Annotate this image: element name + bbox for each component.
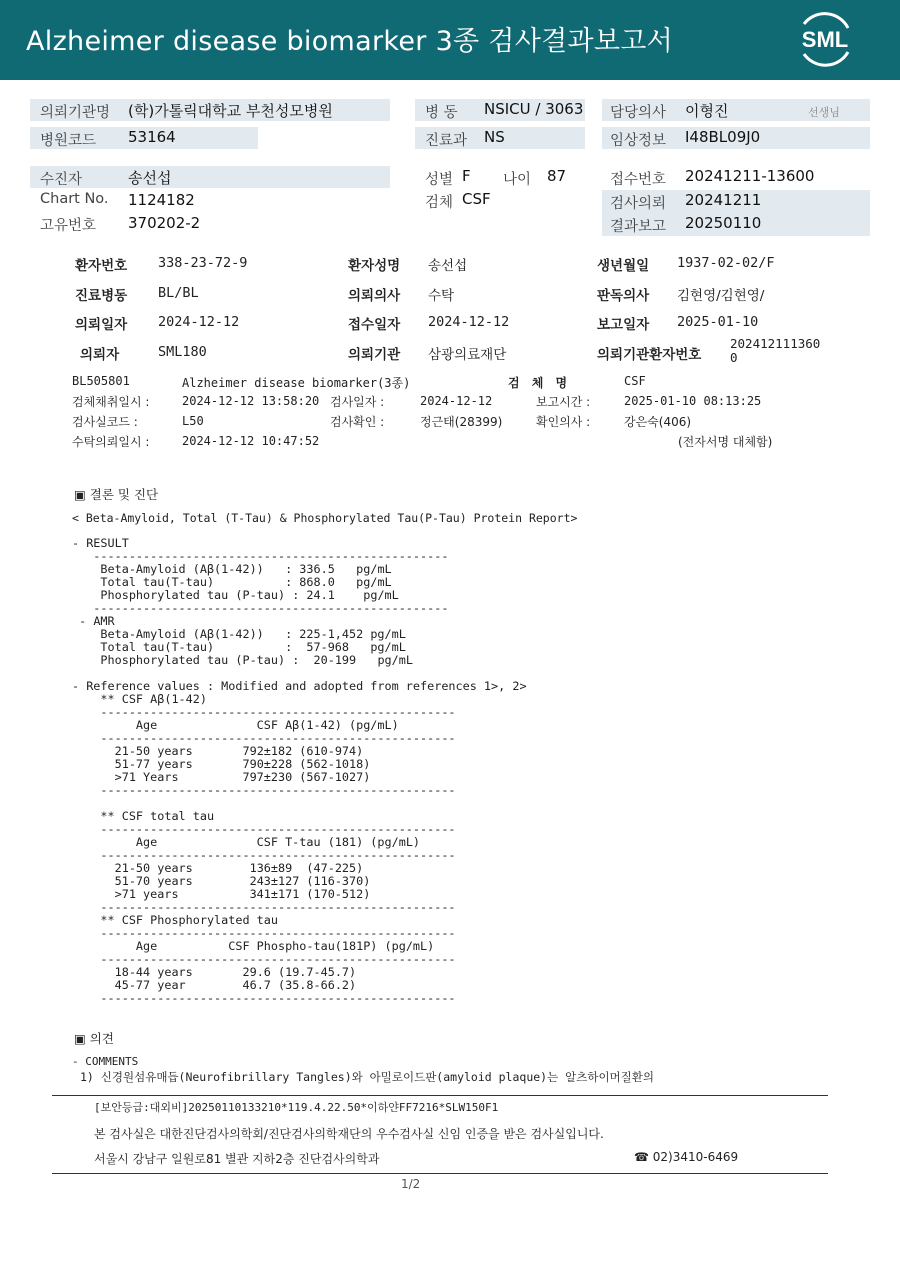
rcv-date-label: 접수일자 [348,317,401,333]
ref-col-value: CSF Aβ(1-42) (pg/mL) [256,718,399,732]
pid-label: 환자번호 [75,258,128,274]
rpt-date-label: 보고일자 [597,317,650,333]
institution-value: (학)가톨릭대학교 부천성모병원 [128,102,333,120]
req-inst-label: 의뢰기관 [348,347,401,363]
sex-value: F [462,167,471,185]
ref-age: >71 Years [114,770,179,784]
result-label: - RESULT [72,536,129,550]
ward-value: NSICU / 3063 [484,100,584,118]
ward-table-value: BL/BL [158,285,199,301]
amr-label: - AMR [79,614,115,628]
report-time-label: 보고시간 : [536,395,591,409]
ref-age: 21-50 years [114,861,193,875]
hospital-code-label: 병원코드 [40,133,97,149]
report-title: Alzheimer disease biomarker 3종 검사결과보고서 [26,26,673,57]
logo-text: SML [801,27,849,52]
dob-label: 생년월일 [597,258,650,274]
accept-value: 2024-12-12 10:47:52 [182,434,320,448]
ref-col-age: Age [135,835,158,849]
result-value: 24.1 [306,588,350,602]
result-name: Phosphorylated tau (P-tau) [100,588,286,602]
uid-value: 370202-2 [128,214,201,232]
rcv-date-value: 2024-12-12 [428,314,510,330]
amr-name: Phosphorylated tau (P-tau) [100,653,286,667]
result-unit: pg/mL [356,562,392,576]
specimen-value: CSF [462,190,491,208]
request-label: 검사의뢰 [610,196,667,212]
confirm-doctor-value: 강은숙(406) [624,415,692,429]
req-date-value: 2024-12-12 [158,314,240,330]
accept-label: 수탁의뢰일시 : [72,435,150,449]
security-line: [보안등급:대외비]20250110133210*119.4.22.50*이하얀FF7216*SLW150F1 [94,1101,499,1114]
ref-abeta-title: ** CSF Aβ(1-42) [100,692,207,706]
footer-top-divider [52,1095,828,1096]
inst-pid-label: 의뢰기관환자번호 [597,347,702,363]
confirm-value: 정근태(28399) [420,415,503,429]
ref-col-value: CSF T-tau (181) (pg/mL) [256,835,421,849]
phone-text: ☎ 02)3410-6469 [634,1150,739,1164]
amr-range: 20-199 [306,653,371,667]
req-inst-value: 삼광의료재단 [428,347,507,363]
chart-no-label: Chart No. [40,191,109,207]
ref-value: 46.7 (35.8-66.2) [242,978,357,992]
amr-range: 225-1,452 [299,627,364,641]
result-value: 336.5 [299,562,342,576]
confirm-doctor-label: 확인의사 : [536,415,591,429]
clinical-value: I48BL09J0 [685,128,761,146]
patient-label: 수진자 [40,172,83,188]
opinion-heading: ▣ 의견 [74,1031,114,1046]
ward-label: 병 동 [425,105,458,121]
reader-value: 김현영/김현영/ [677,288,765,304]
ref-value: 797±230 (567-1027) [242,770,371,784]
amr-name: Total tau(T-tau) [100,640,278,654]
ref-age: 51-77 years [114,757,193,771]
doctor-value: 이형진 [685,102,729,120]
specimen-name-label: 검 체 명 [508,376,572,390]
age-label: 나이 [503,172,532,188]
conclusion-heading: ▣ 결론 및 진단 [74,487,159,502]
lab-code-label: 검사실코드 : [72,415,138,429]
ref-age: >71 years [114,887,179,901]
reader-label: 판독의사 [597,288,650,304]
result-unit: pg/mL [356,575,392,589]
report-date-label: 결과보고 [610,219,667,235]
institution-label: 의뢰기관명 [40,105,111,121]
footer-bottom-divider [52,1173,828,1174]
ref-age: 18-44 years [114,965,193,979]
patient-value: 송선섭 [128,169,172,187]
req-doctor-label: 의뢰의사 [348,288,401,304]
dept-value: NS [484,128,505,146]
amr-range: 57-968 [299,640,364,654]
address-text: 서울시 강남구 일원로81 별관 지하2층 진단검사의학과 [94,1152,380,1166]
amr-name: Beta-Amyloid (Aβ(1-42)) [100,627,278,641]
ref-age: 51-70 years [114,874,193,888]
report-date-value: 20250110 [685,214,762,232]
ref-value: 341±171 (170-512) [249,887,371,901]
receipt-value: 20241211-13600 [685,167,815,185]
ref-age: 21-50 years [114,744,193,758]
ref-value: 136±89 (47-225) [249,861,364,875]
clinical-label: 임상정보 [610,133,667,149]
rpt-date-value: 2025-01-10 [677,314,759,330]
esign-note: (전자서명 대체함) [678,435,773,449]
specimen-name-value: CSF [624,374,646,388]
result-block: - RESULT -------------------------------------------------- Beta-Amyloid (Aβ(1-42)) : 336.5 pg/mL Total tau(T-tau) : 868.0 pg/mL Phosphorylated tau (P-tau) : 24.1 pg/mL -------------------------------------------------- - AMR Beta-Amyloid (Aβ(1-42)) : 225-1,452 pg/mL Total tau(T-tau) : 57-968 pg/mL Phosphorylated tau (P-tau) : 20-199 pg/mL - Reference values : Modified and adopted from references 1>, 2> ** CSF Aβ(1-42) -------------------------------------------------- Age CSF Aβ(1-42) (pg/mL) -------------------------------------------------- 21-50 years 792±182 (610-974) 51-77 years 790±228 (562-1018) >71 Years 797±230 (567-1027) -------------------------------------------------- ** CSF total tau -------------------------------------------------- Age CSF T-tau (181) (pg/mL) -------------------------------------------------- 21-50 years 136±89 (47-225) 51-70 years 243±127 (116-370) >71 years 341±171 (170-512) -------------------------------------------------- ** CSF Phosphorylated tau -------------------------------------------------- Age CSF Phospho-tau(181P) (pg/mL) -------------------------------------------------- 18-44 years 29.6 (19.7-45.7) 45-77 year 46.7 (35.8-66.2) -------------------------------------------------- [72,536,527,1005]
requester-value: SML180 [158,344,207,360]
collect-value: 2024-12-12 13:58:20 [182,394,320,408]
doctor-suffix: 선생님 [808,106,840,119]
dob-value: 1937-02-02/F [677,255,775,271]
doctor-label: 담당의사 [610,105,667,121]
pname-value: 송선섭 [428,258,468,274]
specimen-label: 검체 [425,195,454,211]
ref-col-age: Age [135,718,158,732]
req-date-label: 의뢰일자 [75,317,128,333]
ward-table-label: 진료병동 [75,288,128,304]
ref-col-value: CSF Phospho-tau(181P) (pg/mL) [228,939,435,953]
inst-pid-value-cont: 0 [730,350,738,365]
ref-ttau-title: ** CSF total tau [100,809,215,823]
confirm-label: 검사확인 : [330,415,385,429]
test-date-label: 검사일자 : [330,395,385,409]
result-unit: pg/mL [363,588,399,602]
sml-logo-icon [790,10,860,68]
requester-label: 의뢰자 [80,347,120,363]
ref-col-age: Age [135,939,158,953]
test-name: Alzheimer disease biomarker(3종) [182,376,411,390]
uid-label: 고유번호 [40,218,97,234]
result-value: 868.0 [299,575,342,589]
header-banner [0,0,900,80]
ref-value: 792±182 (610-974) [242,744,364,758]
result-name: Beta-Amyloid (Aβ(1-42)) [100,562,278,576]
pid-value: 338-23-72-9 [158,255,248,271]
comments-label: - COMMENTS [72,1055,139,1068]
reference-label: - Reference values : Modified and adopted from references 1>, 2> [72,679,527,693]
report-time-value: 2025-01-10 08:13:25 [624,394,762,408]
ref-value: 243±127 (116-370) [249,874,371,888]
certification-text: 본 검사실은 대한진단검사의학회/진단검사의학재단의 우수검사실 신임 인증을 받은 검사실입니다. [94,1127,604,1141]
amr-unit: pg/mL [377,653,413,667]
receipt-label: 접수번호 [610,172,667,188]
hospital-code-value: 53164 [128,128,176,146]
req-doctor-value: 수탁 [428,288,455,304]
ref-age: 45-77 year [114,978,186,992]
collect-label: 검체채취일시 : [72,395,150,409]
test-code: BL505801 [72,374,130,388]
request-value: 20241211 [685,191,762,209]
patient-box [30,166,390,188]
ref-value: 790±228 (562-1018) [242,757,371,771]
inst-pid-value: 202412111360 [730,336,821,351]
test-date-value: 2024-12-12 [420,394,493,408]
amr-unit: pg/mL [370,640,406,654]
ref-value: 29.6 (19.7-45.7) [242,965,357,979]
chart-no-value: 1124182 [128,191,195,209]
ref-ptau-title: ** CSF Phosphorylated tau [100,913,278,927]
page-number: 1/2 [401,1177,421,1191]
report-subtitle: < Beta-Amyloid, Total (T-Tau) & Phosphorylated Tau(P-Tau) Protein Report> [72,511,578,525]
pname-label: 환자성명 [348,258,401,274]
lab-code-value: L50 [182,414,204,428]
dept-label: 진료과 [425,133,468,149]
age-value: 87 [547,167,567,185]
amr-unit: pg/mL [370,627,406,641]
comment-1: 1) 신경원섬유매듭(Neurofibrillary Tangles)와 아밀로이드판(amyloid plaque)는 알츠하이머질환의 [80,1070,654,1084]
sex-label: 성별 [425,172,454,188]
result-name: Total tau(T-tau) [100,575,278,589]
